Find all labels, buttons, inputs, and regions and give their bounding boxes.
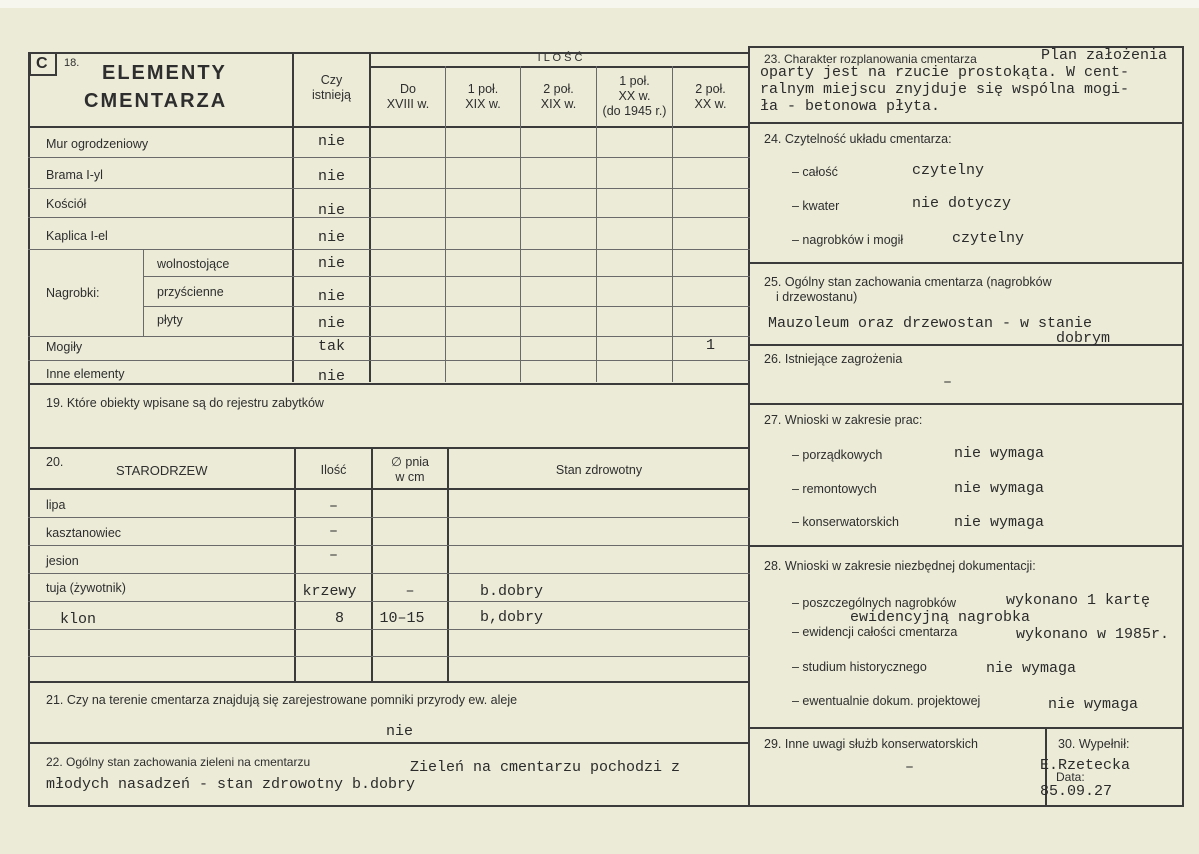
- q21-label: 21. Czy na terenie cmentarza znajdują się zarejestrowane pomniki przyrody ew. aleje: [46, 693, 518, 707]
- row-value: nie: [317, 229, 345, 246]
- q28-label: 28. Wnioski w zakresie niezbędnej dokumentacji:: [764, 559, 1036, 573]
- q27-item-answer: nie wymaga: [954, 514, 1045, 531]
- tree-pnia: –: [405, 583, 415, 600]
- q28-item-answer: wykonano w 1985r.: [1016, 626, 1170, 643]
- tree-name: lipa: [46, 498, 66, 512]
- row-label: wolnostojące: [157, 257, 230, 271]
- col-pnia-1: ∅ pnia: [391, 455, 429, 469]
- border-left-20: [28, 447, 30, 681]
- col-1pol-xx-3: (do 1945 r.): [602, 104, 667, 118]
- row-value: nie: [317, 288, 345, 305]
- q23-answer-3: ła - betonowa płyta.: [760, 98, 941, 115]
- row-label: Brama I-yl: [46, 168, 103, 182]
- col-1pol-xix-2: XIX w.: [465, 97, 501, 111]
- q28-item-label: – ewidencji całości cmentarza: [792, 625, 958, 639]
- row-line: [28, 249, 750, 250]
- q27-item-label: – konserwatorskich: [792, 515, 899, 529]
- section-24-bottom: [748, 262, 1184, 264]
- row-label: Inne elementy: [46, 367, 125, 381]
- row-line: [28, 336, 750, 337]
- border-bottom-left: [28, 805, 750, 807]
- q24-item-label: – kwater: [792, 199, 840, 213]
- col-1pol-xx-1: 1 poł.: [619, 74, 650, 88]
- scan-edge: [0, 0, 1199, 8]
- col-stan: Stan zdrowotny: [555, 463, 643, 477]
- section-25-bottom: [748, 344, 1184, 346]
- q25-label-1: 25. Ogólny stan zachowania cmentarza (nagrobków: [764, 275, 1052, 289]
- col-czy-2: istnieją: [312, 88, 351, 102]
- row-line: [28, 188, 750, 189]
- q23-answer-0: Plan założenia: [1041, 47, 1168, 64]
- row-line: [28, 545, 750, 546]
- row-line: [28, 217, 750, 218]
- row-value: nie: [317, 255, 345, 272]
- tree-ilosc: –: [328, 547, 338, 564]
- q28-item-answer: nie wymaga: [1048, 696, 1139, 713]
- tree-name: tuja (żywotnik): [46, 581, 126, 595]
- tree-ilosc: –: [328, 498, 338, 515]
- row-label: płyty: [157, 313, 183, 327]
- q30-name: E.Rzetecka: [1040, 757, 1131, 774]
- q26-label: 26. Istniejące zagrożenia: [764, 352, 903, 366]
- section-18-number: 18.: [64, 57, 80, 69]
- q21-answer: nie: [386, 723, 414, 740]
- row-line: [143, 306, 750, 307]
- q28-item-label: – ewentualnie dokum. projektowej: [792, 694, 981, 708]
- row-label: przyścienne: [157, 285, 224, 299]
- tree-ilosc: –: [328, 523, 338, 540]
- trees-header-bottom: [28, 488, 750, 490]
- grid-v6: [672, 66, 673, 382]
- grid-v4: [520, 66, 521, 382]
- col-1pol-xx-2: XX w.: [618, 89, 651, 103]
- q28-item-answer: nie wymaga: [986, 660, 1077, 677]
- row-line: [28, 601, 750, 602]
- q24-item-label: – całość: [792, 165, 838, 179]
- col-ilosc: I L O Ś Ć: [537, 52, 583, 64]
- q29-label: 29. Inne uwagi służb konserwatorskich: [764, 737, 979, 751]
- q28-item-answer: wykonano 1 kartę: [1006, 592, 1151, 609]
- q30-data-label: Data:: [1056, 770, 1085, 784]
- section-18-title-1: ELEMENTY: [102, 62, 227, 84]
- col-do-xviii-2: XVIII w.: [386, 97, 430, 111]
- trees-v3: [447, 447, 449, 681]
- col-2pol-xix-1: 2 poł.: [543, 82, 574, 96]
- row-label: Mur ogrodzeniowy: [46, 137, 149, 151]
- section-23-bottom: [748, 122, 1184, 124]
- border-right: [1182, 46, 1184, 807]
- q27-item-label: – porządkowych: [792, 448, 883, 462]
- row-value: nie: [317, 133, 345, 150]
- q24-label: 24. Czytelność układu cmentarza:: [764, 132, 952, 146]
- q22-answer-1: Zieleń na cmentarzu pochodzi z: [410, 759, 681, 776]
- q19-label: 19. Które obiekty wpisane są do rejestru zabytków: [46, 396, 324, 410]
- nagrobki-label: Nagrobki:: [46, 286, 100, 300]
- row-line: [28, 629, 750, 630]
- header-bottom: [28, 126, 750, 128]
- section-19-bottom: [28, 447, 750, 449]
- border-left-19: [28, 383, 30, 447]
- q23-answer-2: ralnym miejscu znyjduje się wspólna mogi-: [760, 81, 1130, 98]
- q27-item-answer: nie wymaga: [954, 480, 1045, 497]
- section-28-bottom: [748, 727, 1184, 729]
- col-2pol-xx-1: 2 poł.: [695, 82, 726, 96]
- badge-letter: C: [36, 55, 48, 72]
- row-line: [28, 573, 750, 574]
- section-26-bottom: [748, 403, 1184, 405]
- tree-name: kasztanowiec: [46, 526, 122, 540]
- section-27-bottom: [748, 545, 1184, 547]
- tree-ilosc: 8: [334, 610, 344, 627]
- row-line: [28, 656, 750, 657]
- trees-v1: [294, 447, 296, 681]
- q23-answer-1: oparty jest na rzucie prostokąta. W cent-: [760, 64, 1130, 81]
- row-label: Mogiły: [46, 340, 83, 354]
- section-18-bottom: [28, 383, 750, 385]
- center-divider: [748, 46, 750, 807]
- col-do-xviii-1: Do: [400, 82, 416, 96]
- tree-stan: b.dobry: [480, 583, 544, 600]
- col-1pol-xix-1: 1 poł.: [467, 82, 499, 96]
- col-2pol-xx-2: XX w.: [694, 97, 727, 111]
- row-value: nie: [317, 168, 345, 185]
- q22-answer-2: młodych nasadzeń - stan zdrowotny b.dobry: [46, 776, 416, 793]
- col-2pol-xix-2: XIX w.: [540, 97, 577, 111]
- q28-item-label: – studium historycznego: [792, 660, 927, 674]
- col-czy-1: Czy: [320, 73, 343, 87]
- nagrobki-divider: [143, 249, 144, 336]
- q24-item-label: – nagrobków i mogił: [792, 233, 904, 247]
- q26-answer: –: [943, 374, 953, 391]
- tree-ilosc: krzewy: [302, 583, 357, 600]
- row-label: Kościół: [46, 197, 87, 211]
- ilosc-bottom: [370, 66, 750, 68]
- row-value: nie: [317, 315, 345, 332]
- row-value: nie: [317, 368, 345, 385]
- row-line: [28, 517, 750, 518]
- row-line: [28, 157, 750, 158]
- q25-answer-1: Mauzoleum oraz drzewostan - w stanie: [768, 315, 1093, 332]
- q25-answer-2: dobrym: [1056, 330, 1111, 347]
- tree-name: jesion: [46, 554, 79, 568]
- col-ilosc-trees: Ilość: [320, 463, 347, 477]
- q25-label-2: i drzewostanu): [776, 290, 858, 304]
- tree-name: klon: [60, 611, 97, 628]
- section-20-number: 20.: [46, 455, 64, 469]
- q24-item-answer: czytelny: [952, 230, 1025, 247]
- q27-item-label: – remontowych: [792, 482, 877, 496]
- border-left-21: [28, 681, 30, 807]
- row-value: nie: [317, 202, 345, 219]
- grid-v3: [445, 66, 446, 382]
- q28-item-label: – poszczególnych nagrobków: [792, 596, 956, 610]
- row-label: Kaplica I-el: [46, 229, 108, 243]
- section-20-bottom: [28, 681, 750, 683]
- row-value: tak: [317, 338, 345, 355]
- q29-answer: –: [905, 759, 915, 776]
- row-line: [143, 276, 750, 277]
- q24-item-answer: nie dotyczy: [912, 195, 1012, 212]
- section-20-title: STARODRZEW: [116, 463, 208, 478]
- section-21-bottom: [28, 742, 750, 744]
- q24-item-answer: czytelny: [912, 162, 985, 179]
- border-bottom-right: [748, 805, 1184, 807]
- tree-stan: b,dobry: [480, 609, 544, 626]
- q27-label: 27. Wnioski w zakresie prac:: [764, 413, 923, 427]
- row-line: [28, 360, 750, 361]
- col-pnia-2: w cm: [395, 470, 425, 484]
- section-18-title-2: CMENTARZA: [84, 90, 228, 112]
- q30-date: 85.09.27: [1040, 783, 1113, 800]
- q30-label: 30. Wypełnił:: [1058, 737, 1130, 751]
- q22-label: 22. Ogólny stan zachowania zieleni na cmentarzu: [46, 755, 311, 769]
- q28-extra: ewidencyjną nagrobka: [850, 609, 1031, 626]
- row-value-2pol-xx: 1: [705, 337, 715, 354]
- q23-label: 23. Charakter rozplanowania cmentarza: [764, 52, 977, 66]
- q27-item-answer: nie wymaga: [954, 445, 1045, 462]
- tree-pnia: 10–15: [379, 610, 425, 627]
